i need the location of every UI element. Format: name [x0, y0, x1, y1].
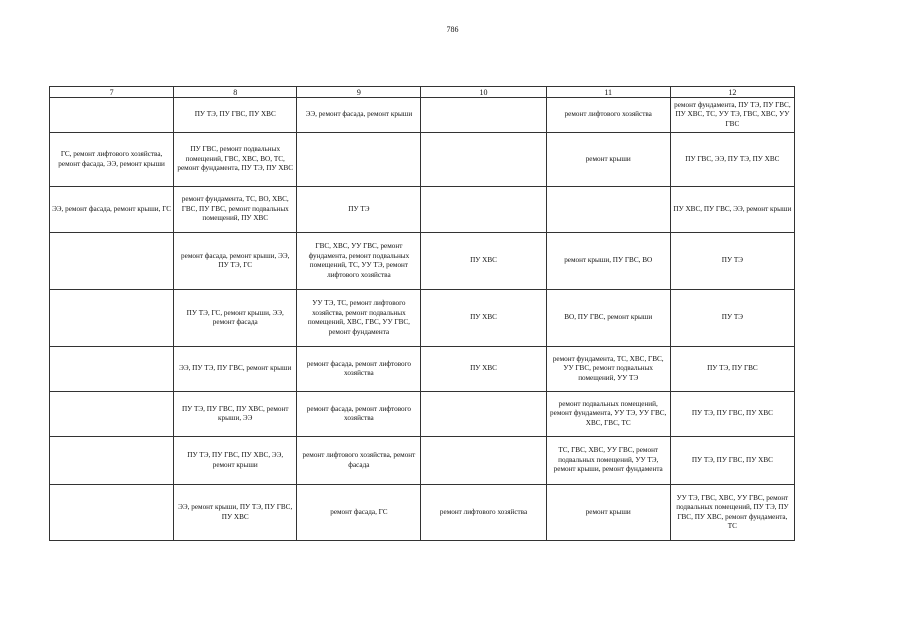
table-cell: ремонт лифтового хозяйства, ремонт фасада	[297, 437, 421, 485]
table-cell	[421, 133, 546, 187]
table-cell: ПУ ТЭ	[670, 233, 794, 290]
table-row	[50, 98, 795, 133]
table-body	[50, 87, 795, 541]
table-cell: ПУ ГВС, ЭЭ, ПУ ТЭ, ПУ ХВС	[670, 133, 794, 187]
table-row	[50, 187, 795, 233]
table-cell: ЭЭ, ремонт фасада, ремонт крыши	[297, 98, 421, 133]
page-number: 786	[446, 25, 459, 34]
table-cell: ЭЭ, ремонт крыши, ПУ ТЭ, ПУ ГВС, ПУ ХВС	[174, 485, 297, 541]
table-cell	[546, 187, 670, 233]
table-cell: ПУ ГВС, ремонт подвальных помещений, ГВС, ХВС, ВО, ТС, ремонт фундамента, ПУ ТЭ, ПУ ХВС	[174, 133, 297, 187]
table-cell: ПУ ТЭ, ПУ ГВС, ПУ ХВС	[670, 437, 794, 485]
table-cell: ремонт фундамента, ТС, ВО, ХВС, ГВС, ПУ ГВС, ремонт подвальных помещений, ПУ ХВС	[174, 187, 297, 233]
table-cell: ремонт фасада, ремонт крыши, ЭЭ, ПУ ТЭ, ГС	[174, 233, 297, 290]
table-row	[50, 392, 795, 437]
table-row	[50, 437, 795, 485]
table-cell: ремонт крыши	[546, 485, 670, 541]
table-cell: ремонт крыши, ПУ ГВС, ВО	[546, 233, 670, 290]
table-cell	[50, 290, 174, 347]
works-table	[49, 86, 795, 541]
table-cell: ПУ ТЭ	[297, 187, 421, 233]
table-cell	[50, 98, 174, 133]
table-cell	[50, 437, 174, 485]
table-cell: ПУ ТЭ	[670, 290, 794, 347]
table-cell: ПУ ХВС, ПУ ГВС, ЭЭ, ремонт крыши	[670, 187, 794, 233]
column-header: 12	[670, 87, 794, 98]
table-cell	[50, 392, 174, 437]
table-cell: ВО, ПУ ГВС, ремонт крыши	[546, 290, 670, 347]
table-cell	[50, 233, 174, 290]
table-cell	[297, 133, 421, 187]
table-cell	[50, 485, 174, 541]
table-cell	[421, 437, 546, 485]
table-cell: ремонт фундамента, ТС, ХВС, ГВС, УУ ГВС, ремонт подвальных помещений, УУ ТЭ	[546, 347, 670, 392]
table-cell: ремонт лифтового хозяйства	[421, 485, 546, 541]
table-row	[50, 133, 795, 187]
table-cell: ПУ ТЭ, ПУ ГВС, ПУ ХВС	[670, 392, 794, 437]
table-row	[50, 485, 795, 541]
column-header: 7	[50, 87, 174, 98]
table-cell: ГС, ремонт лифтового хозяйства, ремонт фасада, ЭЭ, ремонт крыши	[50, 133, 174, 187]
table-cell: ПУ ХВС	[421, 233, 546, 290]
column-header: 11	[546, 87, 670, 98]
table-cell: ЭЭ, ПУ ТЭ, ПУ ГВС, ремонт крыши	[174, 347, 297, 392]
column-header: 10	[421, 87, 546, 98]
table-cell	[421, 98, 546, 133]
table-cell: ПУ ТЭ, ПУ ГВС, ПУ ХВС, ремонт крыши, ЭЭ	[174, 392, 297, 437]
table-cell: УУ ТЭ, ТС, ремонт лифтового хозяйства, ремонт подвальных помещений, ХВС, ГВС, УУ ГВС, ремонт фундамента	[297, 290, 421, 347]
table-cell: ТС, ГВС, ХВС, УУ ГВС, ремонт подвальных помещений, УУ ТЭ, ремонт крыши, ремонт фундамента	[546, 437, 670, 485]
table-header-row	[50, 87, 795, 98]
table-cell: ремонт фундамента, ПУ ТЭ, ПУ ГВС, ПУ ХВС, ТС, УУ ТЭ, ГВС, ХВС, УУ ГВС	[670, 98, 794, 133]
column-header: 9	[297, 87, 421, 98]
table-cell: ПУ ТЭ, ГС, ремонт крыши, ЭЭ, ремонт фасада	[174, 290, 297, 347]
table-cell: ремонт фасада, ГС	[297, 485, 421, 541]
table-cell: ремонт подвальных помещений, ремонт фундамента, УУ ТЭ, УУ ГВС, ХВС, ГВС, ТС	[546, 392, 670, 437]
table-cell: ГВС, ХВС, УУ ГВС, ремонт фундамента, ремонт подвальных помещений, ТС, УУ ТЭ, ремонт лифтового хозяйства	[297, 233, 421, 290]
table-cell: ЭЭ, ремонт фасада, ремонт крыши, ГС	[50, 187, 174, 233]
table-cell: ПУ ХВС	[421, 290, 546, 347]
table-cell: УУ ТЭ, ГВС, ХВС, УУ ГВС, ремонт подвальных помещений, ПУ ТЭ, ПУ ГВС, ПУ ХВС, ремонт фундамента, ТС	[670, 485, 794, 541]
table-cell	[50, 347, 174, 392]
table-cell: ремонт крыши	[546, 133, 670, 187]
table-cell: ПУ ТЭ, ПУ ГВС, ПУ ХВС, ЭЭ, ремонт крыши	[174, 437, 297, 485]
table-cell: ПУ ТЭ, ПУ ГВС, ПУ ХВС	[174, 98, 297, 133]
table-cell: ремонт фасада, ремонт лифтового хозяйства	[297, 392, 421, 437]
table-cell: ПУ ХВС	[421, 347, 546, 392]
table-row	[50, 290, 795, 347]
table-cell	[421, 392, 546, 437]
table-cell: ремонт лифтового хозяйства	[546, 98, 670, 133]
table-row	[50, 233, 795, 290]
table-cell: ремонт фасада, ремонт лифтового хозяйства	[297, 347, 421, 392]
table-cell: ПУ ТЭ, ПУ ГВС	[670, 347, 794, 392]
table-row	[50, 347, 795, 392]
table-cell	[421, 187, 546, 233]
column-header: 8	[174, 87, 297, 98]
